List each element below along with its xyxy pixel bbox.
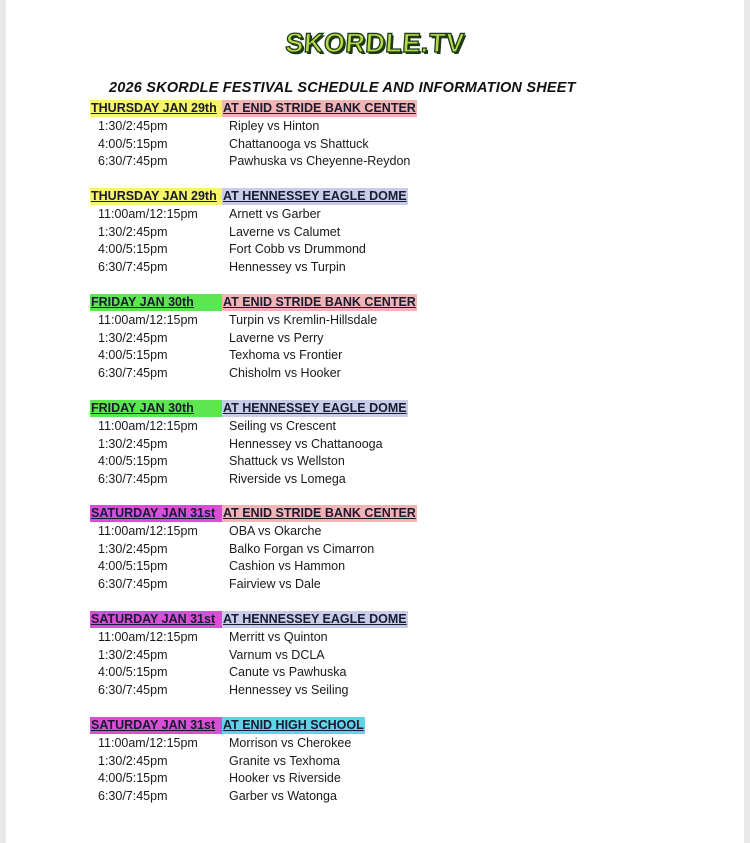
game-matchup: Shattuck vs Wellston [229,454,345,469]
game-row [90,557,650,575]
game-row [90,628,650,646]
day-label: SATURDAY JAN 31st [90,505,222,522]
game-time: 1:30/2:45pm [98,753,168,768]
game-matchup: Balko Forgan vs Cimarron [229,541,375,556]
game-time: 4:00/5:15pm [98,242,168,257]
game-matchup: Morrison vs Cherokee [229,736,352,750]
schedule-section [90,188,650,275]
game-row [90,240,650,258]
game-row [90,734,650,752]
game-time: 4:00/5:15pm [98,771,168,786]
schedule-section [90,100,650,170]
game-matchup: OBA vs Okarche [229,524,322,538]
game-row [90,311,650,329]
game-row [90,135,650,153]
game-row [90,452,650,470]
game-time: 6:30/7:45pm [98,259,168,274]
game-row [90,681,650,699]
schedule-sheet [6,0,744,843]
game-time: 6:30/7:45pm [98,682,168,697]
game-time: 4:00/5:15pm [98,454,168,469]
game-row [90,205,650,223]
game-time: 1:30/2:45pm [98,330,168,345]
game-matchup: Granite vs Texhoma [229,753,340,768]
game-matchup: Chattanooga vs Shattuck [229,136,369,151]
game-time: 1:30/2:45pm [98,436,168,451]
game-time: 1:30/2:45pm [98,541,168,556]
day-label: SATURDAY JAN 31st [90,611,222,628]
day-label: FRIDAY JAN 30th [90,294,222,311]
game-row [90,364,650,382]
game-time: 6:30/7:45pm [98,788,168,803]
game-row [90,769,650,787]
page-title: 2026 SKORDLE FESTIVAL SCHEDULE AND INFORMATION SHEET [109,80,576,96]
section-header [90,294,650,311]
venue-label: AT HENNESSEY EAGLE DOME [223,401,407,415]
game-time: 1:30/2:45pm [98,119,168,133]
game-matchup: Ripley vs Hinton [229,119,320,133]
game-time: 6:30/7:45pm [98,365,168,380]
game-matchup: Texhoma vs Frontier [229,348,343,363]
game-row [90,752,650,770]
game-time: 11:00am/12:15pm [98,630,198,644]
day-label: SATURDAY JAN 31st [90,717,222,734]
game-row [90,223,650,241]
game-matchup: Seiling vs Crescent [229,419,336,433]
game-matchup: Chisholm vs Hooker [229,365,341,380]
game-time: 11:00am/12:15pm [98,207,198,221]
game-row [90,663,650,681]
game-time: 4:00/5:15pm [98,559,168,574]
section-header [90,611,650,628]
venue-label: AT ENID STRIDE BANK CENTER [223,506,416,520]
game-row [90,470,650,488]
schedule-section [90,611,650,698]
game-matchup: Hennessey vs Seiling [229,682,349,697]
game-row [90,435,650,453]
game-row [90,258,650,276]
game-row [90,417,650,435]
venue-label: AT ENID STRIDE BANK CENTER [223,295,416,309]
game-matchup: Cashion vs Hammon [229,559,346,574]
game-matchup: Hennessey vs Chattanooga [229,436,383,451]
venue-label: AT HENNESSEY EAGLE DOME [223,189,407,203]
day-label: THURSDAY JAN 29th [90,188,222,205]
section-header [90,505,650,522]
game-row [90,346,650,364]
game-row [90,787,650,805]
schedule-section [90,717,650,804]
game-row [90,329,650,347]
game-row [90,522,650,540]
section-header [90,717,650,734]
game-time: 11:00am/12:15pm [98,736,198,750]
game-matchup: Varnum vs DCLA [229,647,325,662]
venue-label: AT HENNESSEY EAGLE DOME [223,612,407,626]
venue-label: AT ENID STRIDE BANK CENTER [223,101,416,115]
game-matchup: Garber vs Watonga [229,788,337,803]
game-matchup: Laverne vs Perry [229,330,324,345]
game-matchup: Hooker vs Riverside [229,771,341,786]
game-matchup: Hennessey vs Turpin [229,259,346,274]
game-row [90,646,650,664]
schedule-section [90,505,650,592]
game-time: 11:00am/12:15pm [98,419,198,433]
game-time: 6:30/7:45pm [98,154,168,169]
schedule-section [90,400,650,487]
game-matchup: Merritt vs Quinton [229,630,328,644]
section-header [90,188,650,205]
game-time: 6:30/7:45pm [98,471,168,486]
venue-label: AT ENID HIGH SCHOOL [223,718,364,732]
game-time: 11:00am/12:15pm [98,313,198,327]
section-header [90,100,650,117]
game-matchup: Fairview vs Dale [229,576,321,591]
game-time: 4:00/5:15pm [98,665,168,680]
game-time: 11:00am/12:15pm [98,524,198,538]
game-time: 4:00/5:15pm [98,136,168,151]
game-time: 1:30/2:45pm [98,224,168,239]
game-row [90,117,650,135]
game-time: 4:00/5:15pm [98,348,168,363]
skordle-logo: SKORDLE.TV [284,28,466,58]
game-matchup: Canute vs Pawhuska [229,665,347,680]
game-time: 1:30/2:45pm [98,647,168,662]
game-matchup: Laverne vs Calumet [229,224,341,239]
day-label: FRIDAY JAN 30th [90,400,222,417]
game-matchup: Pawhuska vs Cheyenne-Reydon [229,154,411,169]
game-matchup: Arnett vs Garber [229,207,321,221]
schedule-section [90,294,650,381]
game-row [90,540,650,558]
game-matchup: Turpin vs Kremlin-Hillsdale [229,313,378,327]
section-header [90,400,650,417]
game-row [90,575,650,593]
day-label: THURSDAY JAN 29th [90,100,222,117]
game-matchup: Fort Cobb vs Drummond [229,242,366,257]
game-time: 6:30/7:45pm [98,576,168,591]
game-row [90,152,650,170]
game-matchup: Riverside vs Lomega [229,471,346,486]
